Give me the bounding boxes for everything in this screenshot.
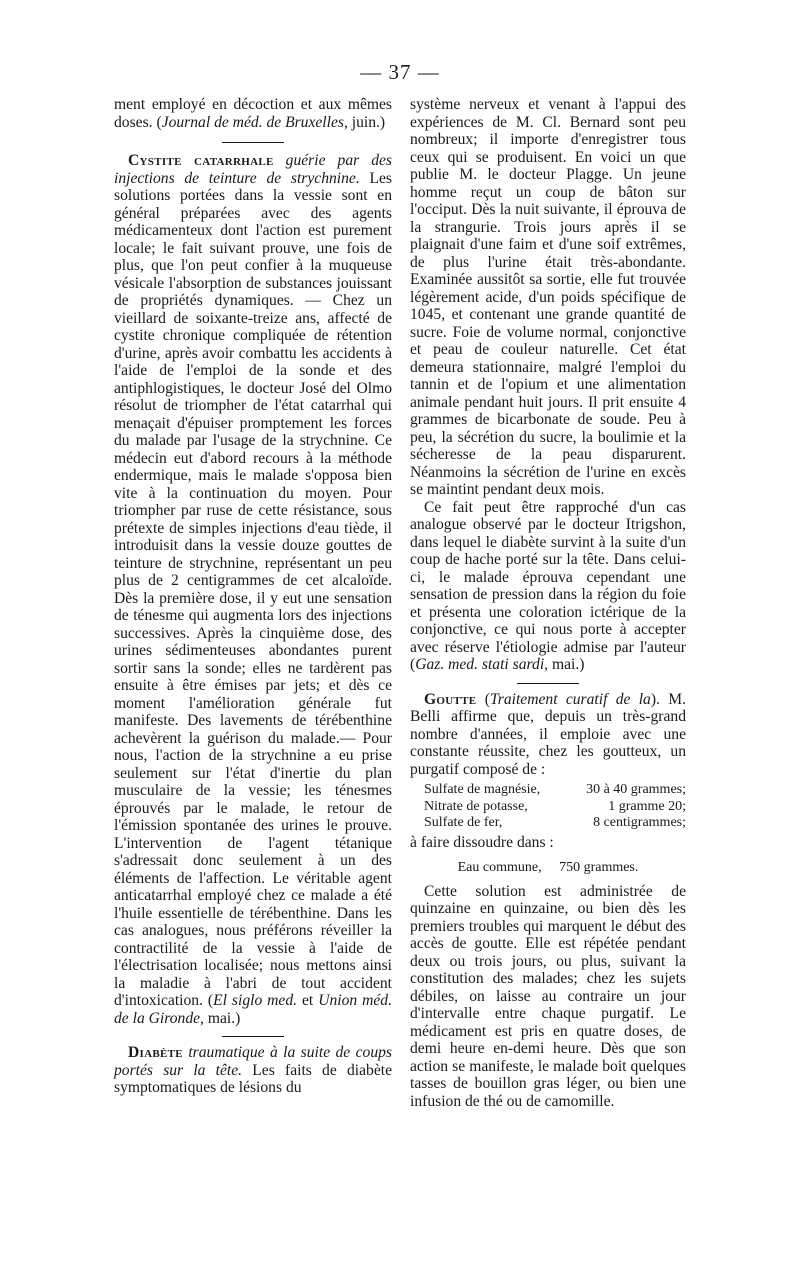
paragraph-continuation: système nerveux et venant à l'appui des expériences de M. Cl. Bernard sont peu nombreux; il importe d'enregistrer tous ceux qui se produisent. En voici un que publie M. le docteur Plagge. Un jeune homme reçut un coup de bâton sur l'occiput. Dès la nuit suivante, il éprouva de la strangurie. Trois jours après il se plaignait d'une faim et d'une soif extrêmes, de plus l'urine était très-abondante. Examinée aussitôt sa sortie, elle fut trouvée légèrement acide, d'un poids spécifique de 1045, et contenant une grande quantité de sucre. Foie de volume normal, conjonctive et peau de couleur naturelle. Cet état demeura stationnaire, malgré l'emploi du tannin et de l'opium et une alimentation animale pendant huit jours. Il prit ensuite 4 grammes de bicarbonate de soude. Peu à peu, la sécrétion du sucre, la boulimie et la sécheresse de la peau disparurent. Néanmoins la sécrétion de l'urine en excès se maintint pendant deux mois. xyxy=(410,96,686,498)
section-divider xyxy=(517,683,579,684)
recipe-solvent: Eau commune, 750 grammes. xyxy=(457,860,639,875)
recipe-row: Nitrate de potasse, 1 gramme 20; xyxy=(424,798,686,814)
article-subtitle: Traitement curatif de la xyxy=(489,690,651,708)
citation: Journal de méd. de Bruxelles xyxy=(161,113,344,131)
paragraph-continuation: ment employé en décoction et aux mêmes doses. (Journal de méd. de Bruxelles, juin.) xyxy=(114,96,392,131)
citation: El siglo med. xyxy=(213,992,298,1009)
section-divider xyxy=(222,1036,284,1037)
section-divider xyxy=(222,142,284,143)
recipe-row: Sulfate de fer, 8 centigrammes; xyxy=(424,815,686,830)
article-diabete: Diabète traumatique à la suite de coups portés sur la tête. Les faits de diabète symptomatiques de lésions du xyxy=(114,1044,392,1096)
article-subtitle: traumatique à la suite de coups portés sur la tête. xyxy=(114,1044,392,1079)
recipe-instruction: à faire dissoudre dans : xyxy=(410,833,554,851)
paragraph: Ce fait peut être rapproché d'un cas analogue observé par le docteur Itrigshon, dans lequel le diabète survint à la suite d'un coup de hache porté sur la tête. Dans celui-ci, le malade éprouva cependant une sensation de pression dans la région du foie et présenta une coloration ictérique de la conjonctive, ce qui nous porte à accepter avec réserve l'étiologie admise par l'auteur (Gaz. med. stati sardi, mai.) xyxy=(410,498,686,673)
article-goutte: Goutte (Traitement curatif de la). M. Belli affirme que, depuis un très-grand nombre d'années, il emploie avec une constante réussite, chez les goutteux, un purgatif composé de : xyxy=(410,690,686,778)
paragraph: Cette solution est administrée de quinzaine en quinzaine, ou bien dès les premiers troubles qui marquent le début des accès de goutte. Elle est répétée pendant deux ou trois jours, ou plus, suivant la constitution des malades; chez les sujets débiles, on laisse au contraire un jour d'intervalle entre chaque purgatif. Le médicament est pris en quatre doses, de demi heure en-demi heure. Dès que son action se manifeste, le malade boit quelques tasses de bouillon gras léger, ou bien une infusion de thé ou de camomille. xyxy=(410,882,686,1110)
recipe-list xyxy=(410,782,686,832)
page-number: — 37 — xyxy=(360,60,440,84)
right-column xyxy=(410,96,686,1110)
left-column xyxy=(114,96,392,1097)
article-heading: Goutte xyxy=(424,690,477,708)
citation: Union méd. de la Gironde xyxy=(114,992,392,1027)
article-cystite: Cystite catarrhale guérie par des injections de teinture de strychnine. Les solutions portées dans la vessie sont en général préparées avec des agents médicamenteux dont l'action est purement locale; le fait suivant prouve, une fois de plus, que l'on peut confier à la muqueuse vésicale l'absorption de substances jouissant de propriétés dynamiques. — Chez un vieillard de soixante-treize ans, affecté de cystite chronique compliquée de rétention d'urine, après avoir combattu les accidents à l'aide de l'emploi de la sonde et des antiphlogistiques, le docteur José del Olmo résolut de triompher de l'état catarrhal qui menaçait d'épuiser promptement les forces du malade par l'usage de la strychnine. Ce médecin eut d'abord recours à la méthode endermique, mais le malade s'opposa bien vite à la continuation du moyen. Pour triompher par ruse de cette résistance, sous prétexte de simples injections d'eau tiède, il introduisit dans la vessie douze gouttes de teinture de strychnine, représentant un peu plus de 2 centigrammes de cet alcaloïde. Dès la première dose, il y eut une sensation de ténesme qui augmenta lors des injections successives. Après la cinquième dose, des urines sédimenteuses abondantes purent sortir sans la sonde; elles ne tardèrent pas ensuite à être émises par jets; et dès ce moment l'amélioration générale fut manifeste. Des lavements de térébenthine achevèrent la guérison du malade.— Pour nous, l'action de la strychnine a eu prise seulement sur l'état d'inertie du plan musculaire de la vessie; les ténesmes éprouvés par le malade, le retour de l'émission spontanée des urines le prouve. L'intervention de l'agent tétanique s'adressait donc seulement à un des éléments de l'affection. Le véritable agent anticatarrhal employé chez ce malade a été l'huile essentielle de térébenthine. Dans les cas analogues, nous préférons réveiller la contractilité de la vessie à l'aide de l'électrisation localisée; nous mettons ainsi la maladie à l'abri de tout accident d'intoxication. (El siglo med. et Union méd. de la Gironde, mai.) xyxy=(114,152,392,1027)
citation: Gaz. med. stati sardi xyxy=(415,656,545,673)
article-subtitle: guérie par des injections de teinture de strychnine. xyxy=(114,152,392,187)
recipe-row: Sulfate de magnésie, 30 à 40 grammes; xyxy=(424,782,686,797)
article-heading: Cystite catarrhale xyxy=(128,152,274,169)
article-heading: Diabète xyxy=(128,1044,183,1061)
